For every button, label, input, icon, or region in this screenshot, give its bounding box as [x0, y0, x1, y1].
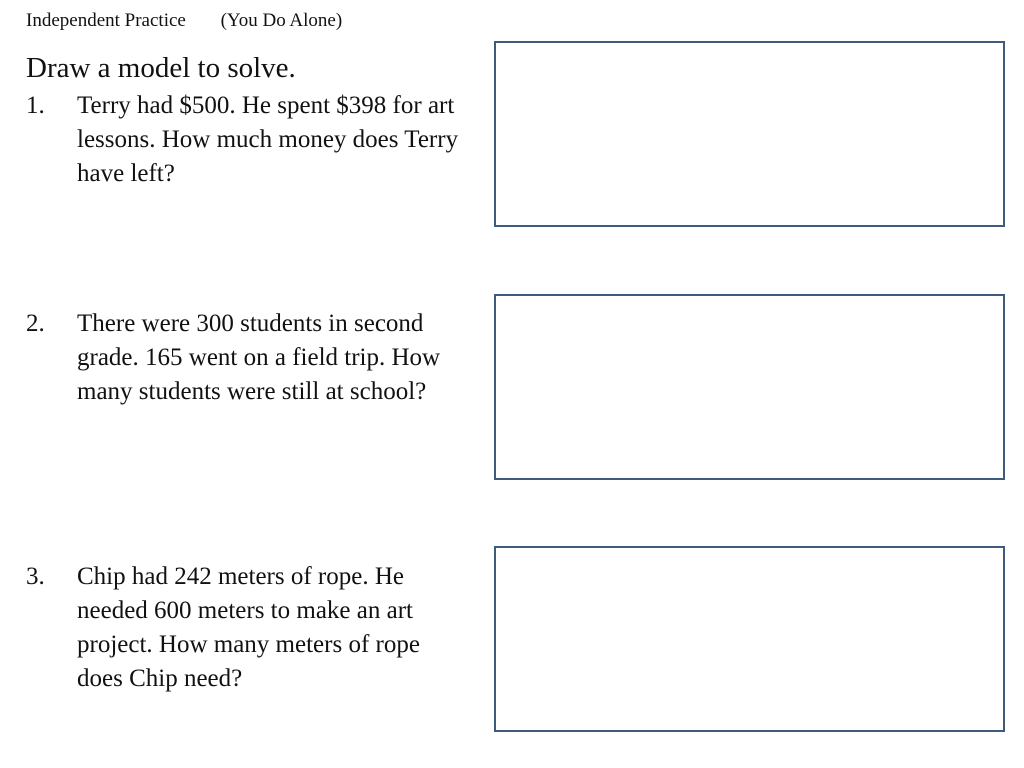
answer-box-1[interactable]: [494, 41, 1005, 227]
answer-box-3[interactable]: [494, 546, 1005, 732]
problem-number: 3.: [26, 563, 45, 590]
problem-2: [26, 307, 466, 409]
page-header: [26, 10, 342, 32]
answer-box-2[interactable]: [494, 294, 1005, 480]
problem-text: Chip had 242 meters of rope. He needed 600 meters to make an art project. How many meters of rope does Chip need?: [77, 563, 420, 692]
problem-1: [26, 89, 466, 191]
header-subtitle: (You Do Alone): [220, 10, 343, 31]
problem-number: 1.: [26, 92, 45, 119]
problem-3: [26, 560, 466, 696]
instruction-heading: Draw a model to solve.: [26, 52, 296, 84]
header-title: Independent Practice: [26, 10, 186, 31]
problem-number: 2.: [26, 310, 45, 337]
problem-text: There were 300 students in second grade. 165 went on a field trip. How many students were still at school?: [77, 310, 441, 405]
problem-text: Terry had $500. He spent $398 for art lessons. How much money does Terry have left?: [77, 92, 459, 187]
